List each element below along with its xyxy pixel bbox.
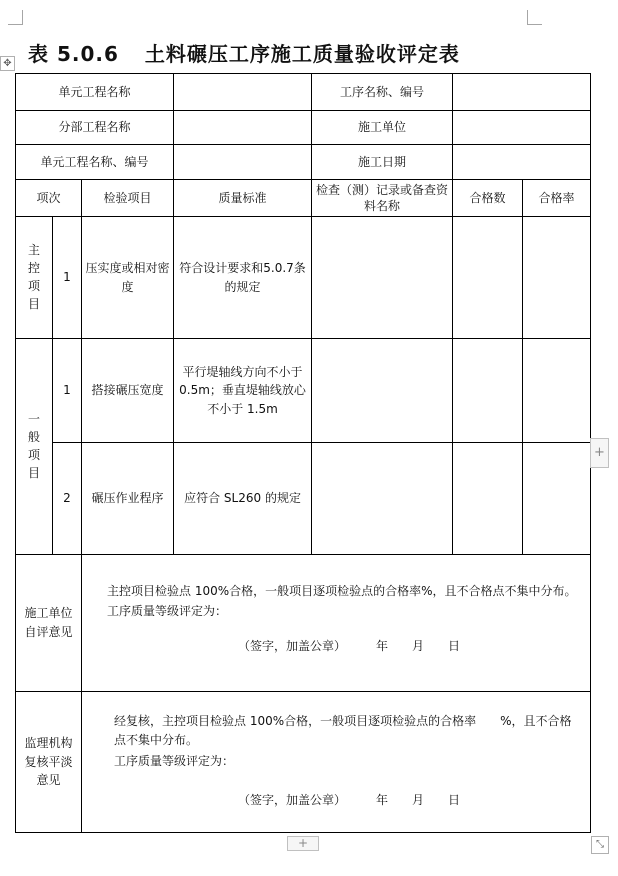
- col-inspection-item: 检验项目: [82, 180, 174, 217]
- record-cell[interactable]: [312, 339, 453, 443]
- pass-rate-cell[interactable]: [523, 217, 591, 339]
- label-sub-project-name: 分部工程名称: [16, 111, 174, 145]
- value-process-name-no[interactable]: [453, 74, 591, 111]
- col-record: 检查（测）记录或备查资料名称: [312, 180, 453, 217]
- quality-standard: 平行堤轴线方向不小于 0.5m；垂直堤轴线放心不小于 1.5m: [174, 339, 312, 443]
- evaluation-table: [15, 73, 591, 833]
- label-unit-project-name: 单元工程名称: [16, 74, 174, 111]
- label-construction-unit: 施工单位: [312, 111, 453, 145]
- col-quality-standard: 质量标准: [174, 180, 312, 217]
- table-number: 表 5.0.6: [28, 42, 119, 66]
- pass-count-cell[interactable]: [453, 217, 523, 339]
- supervisor-grade-text: 工序质量等级评定为：: [114, 754, 235, 768]
- table-row: [16, 74, 591, 111]
- column-header-row: [16, 180, 591, 217]
- self-eval-text: 主控项目检验点 100%合格，一般项目逐项检验点的合格率%，且不合格点不集中分布。工序质量等级评定为：: [107, 584, 577, 618]
- label-unit-project-name-no: 单元工程名称、编号: [16, 145, 174, 180]
- value-construction-date[interactable]: [453, 145, 591, 180]
- item-no: 1: [53, 339, 82, 443]
- record-cell[interactable]: [312, 217, 453, 339]
- inspection-item: 压实度或相对密度: [82, 217, 174, 339]
- record-cell[interactable]: [312, 443, 453, 555]
- page-corner-mark: [8, 10, 23, 25]
- page-title: [28, 38, 460, 67]
- value-unit-project-name-no[interactable]: [174, 145, 312, 180]
- self-eval-signature: （签字，加盖公章） 年 月 日: [238, 639, 461, 653]
- table-row: [16, 145, 591, 180]
- pass-rate-cell[interactable]: [523, 443, 591, 555]
- value-unit-project-name[interactable]: [174, 74, 312, 111]
- item-no: 2: [53, 443, 82, 555]
- table-row: [16, 692, 591, 833]
- col-item-no: 项次: [16, 180, 82, 217]
- quality-standard: 应符合 SL260 的规定: [174, 443, 312, 555]
- inspection-item: 搭接碾压宽度: [82, 339, 174, 443]
- quality-standard: 符合设计要求和5.0.7条的规定: [174, 217, 312, 339]
- col-pass-count: 合格数: [453, 180, 523, 217]
- col-pass-rate: 合格率: [523, 180, 591, 217]
- pass-rate-cell[interactable]: [523, 339, 591, 443]
- table-row: [16, 555, 591, 692]
- supervisor-signature: （签字，加盖公章） 年 月 日: [238, 793, 461, 807]
- general-label: 一般项目: [16, 339, 53, 555]
- self-eval-opinion[interactable]: [82, 555, 591, 692]
- table-resize-icon[interactable]: ⤡: [591, 836, 609, 854]
- table-move-handle-icon[interactable]: ✥: [0, 56, 15, 71]
- table-row: [16, 339, 591, 443]
- pass-count-cell[interactable]: [453, 339, 523, 443]
- page-corner-mark: [527, 10, 542, 25]
- inspection-item: 碾压作业程序: [82, 443, 174, 555]
- add-row-plus-icon[interactable]: +: [287, 836, 319, 851]
- table-row: [16, 217, 591, 339]
- label-construction-date: 施工日期: [312, 145, 453, 180]
- table-title-text: 土料碾压工序施工质量验收评定表: [144, 42, 460, 66]
- pass-count-cell[interactable]: [453, 443, 523, 555]
- table-row: [16, 111, 591, 145]
- add-column-plus-icon[interactable]: +: [590, 438, 609, 468]
- label-process-name-no: 工序名称、编号: [312, 74, 453, 111]
- supervisor-label: 监理机构复核平淡意见: [16, 692, 82, 833]
- supervisor-text: 经复核，主控项目检验点 100%合格，一般项目逐项检验点的合格率 %，且不合格点不集中分布。: [114, 714, 572, 747]
- self-eval-label: 施工单位自评意见: [16, 555, 82, 692]
- value-sub-project-name[interactable]: [174, 111, 312, 145]
- item-no: 1: [53, 217, 82, 339]
- supervisor-opinion[interactable]: [82, 692, 591, 833]
- table-row: [16, 443, 591, 555]
- main-control-label: 主控项目: [16, 217, 53, 339]
- value-construction-unit[interactable]: [453, 111, 591, 145]
